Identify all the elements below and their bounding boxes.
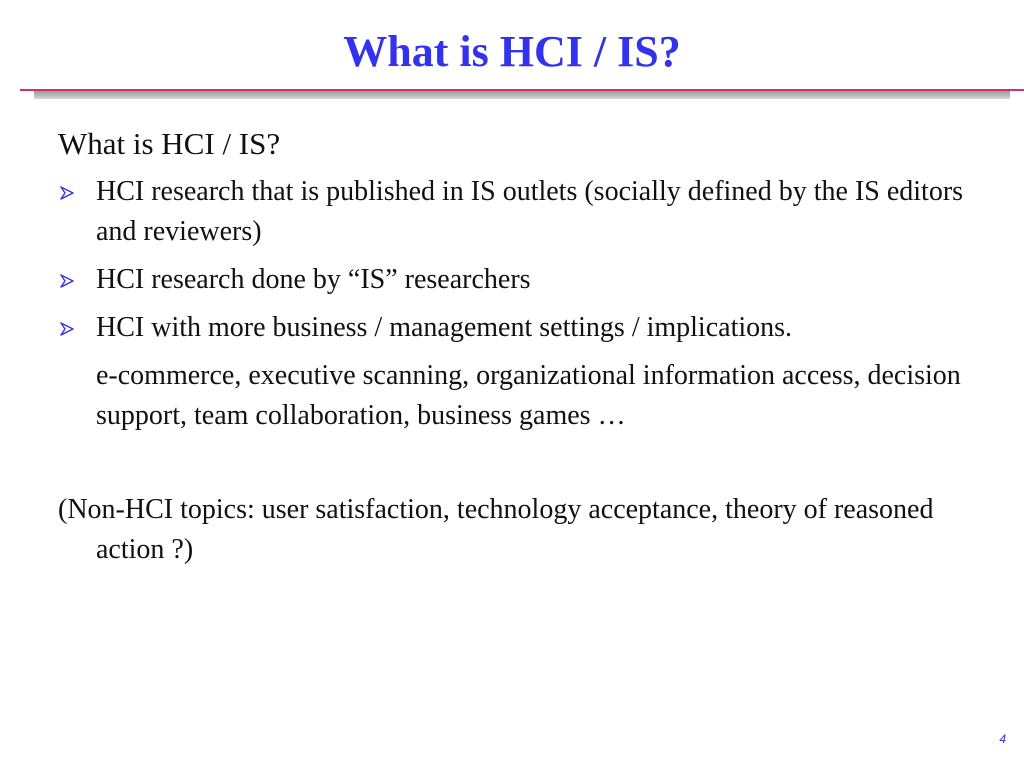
title-divider-bar [34, 91, 1010, 99]
bullet-item [58, 260, 978, 300]
arrowhead-bullet-icon [60, 322, 74, 336]
body-heading: What is HCI / IS? [58, 126, 281, 161]
bullet-text: HCI with more business / management settings / implications. [96, 312, 793, 343]
page-number: 4 [999, 732, 1006, 746]
slide-title: What is HCI / IS? [343, 27, 681, 76]
bullet-text: HCI research done by “IS” researchers [96, 264, 531, 295]
arrowhead-bullet-icon [60, 274, 74, 288]
bullet-text: HCI research that is published in IS outlets (socially defined by the IS editors and reviewers) [96, 176, 964, 247]
slide-body [58, 120, 978, 570]
footnote-paragraph: (Non-HCI topics: user satisfaction, technology acceptance, theory of reasoned action ?) [58, 494, 934, 565]
arrowhead-bullet-icon [60, 186, 74, 200]
bullet-item [58, 308, 978, 348]
bullet-item [58, 172, 978, 252]
bullet-subtext: e-commerce, executive scanning, organizational information access, decision support, team collaboration, business games … [96, 360, 961, 431]
